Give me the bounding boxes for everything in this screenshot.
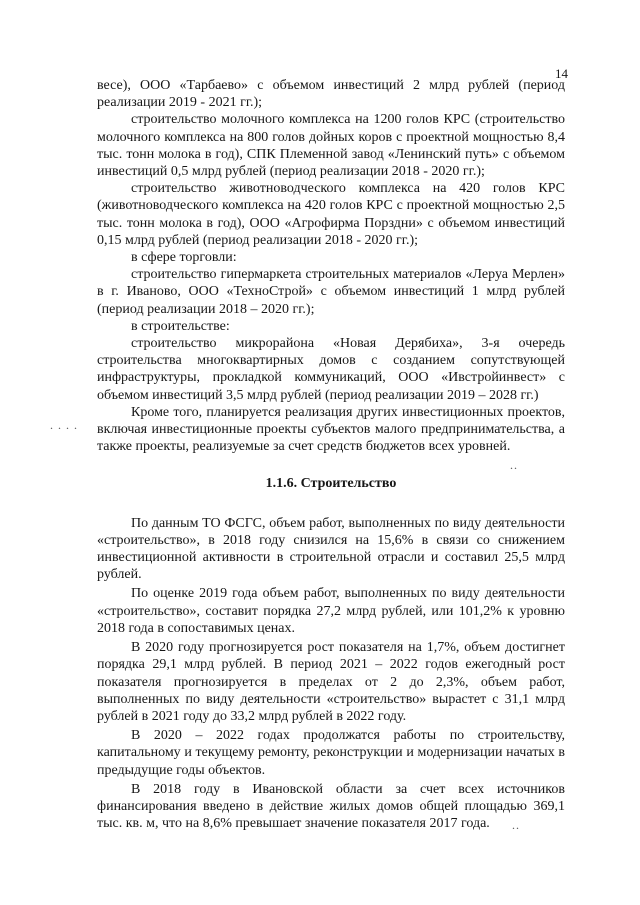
paragraph: В 2020 году прогнозируется рост показателя на 1,7%, объем достигнет порядка 29,1 млрд рублей. В период 2021 – 2022 годов ежегодный рост показателя прогнозируется в пределах от 2 до 2,3%, объем работ, выполненных по виду деятельности «строительство» вырастет с 31,1 млрд рублей в 2021 году до 33,2 млрд рублей в 2022 году.: [97, 640, 565, 724]
paragraph: По оценке 2019 года объем работ, выполненных по виду деятельности «строительство», составит порядка 27,2 млрд рублей, или 101,2% к уровню 2018 года в сопоставимых ценах.: [97, 586, 565, 636]
paragraph: строительство гипермаркета строительных материалов «Леруа Мерлен» в г. Иваново, ООО «ТехноСтрой» с объемом инвестиций 1 млрд рублей (период реализации 2018 – 2020 гг.);: [97, 267, 565, 317]
subheading-construction: в строительстве:: [131, 318, 230, 334]
paragraph: В 2020 – 2022 годах продолжатся работы по строительству, капитальному и текущему ремонту, реконструкции и модернизации начатых в предыдущие годы объектов.: [97, 728, 565, 778]
scan-artifact: ..: [510, 458, 518, 472]
page-number: 14: [555, 66, 568, 81]
section-heading: 1.1.6. Строительство: [265, 476, 397, 492]
document-body: [97, 77, 565, 832]
paragraph: строительство микрорайона «Новая Дерябиха», 3-я очередь строительства многоквартирных домов с созданием сопутствующей инфраструктуры, прокладкой коммуникаций, ООО «Ивстройинвест» с объемом инвестиций 3,5 млрд рублей (период реализации 2019 – 2028 гг.): [97, 336, 565, 403]
subheading-trade: в сфере торговли:: [131, 250, 237, 266]
paragraph: строительство молочного комплекса на 1200 голов КРС (строительство молочного комплекса на 800 голов дойных коров с проектной мощностью 8,4 тыс. тонн молока в год), СПК Племенной завод «Ленинский путь» с объемом инвестиций 0,5 млрд рублей (период реализации 2018 - 2020 гг.);: [97, 112, 565, 180]
paragraph: В 2018 году в Ивановской области за счет всех источников финансирования введено в действие жилых домов общей площадью 369,1 тыс. кв. м, что на 8,6% превышает значение показателя 2017 года.: [97, 781, 565, 832]
scan-artifact: . . . .: [50, 418, 78, 432]
paragraph: весе), ООО «Тарбаево» с объемом инвестиций 2 млрд рублей (период реализации 2019 - 2021 гг.);: [97, 78, 565, 111]
scan-artifact: ..: [512, 818, 520, 832]
paragraph: строительство животноводческого комплекса на 420 голов КРС (животноводческого комплекса на 420 голов КРС с проектной мощностью 2,5 тыс. тонн молока в год), ООО «Агрофирма Порздни» с объемом инвестиций 0,15 млрд рублей (период реализации 2018 - 2020 гг.);: [97, 181, 565, 248]
paragraph: По данным ТО ФСГС, объем работ, выполненных по виду деятельности «строительство», в 2018 году снизился на 15,6% в связи со снижением инвестиционной активности в строительной отрасли и составил 25,5 млрд рублей.: [97, 515, 565, 583]
paragraph: Кроме того, планируется реализация других инвестиционных проектов, включая инвестиционные проекты субъектов малого предпринимательства, а также проекты, реализуемые за счет средств бюджетов всех уровней.: [97, 404, 565, 455]
